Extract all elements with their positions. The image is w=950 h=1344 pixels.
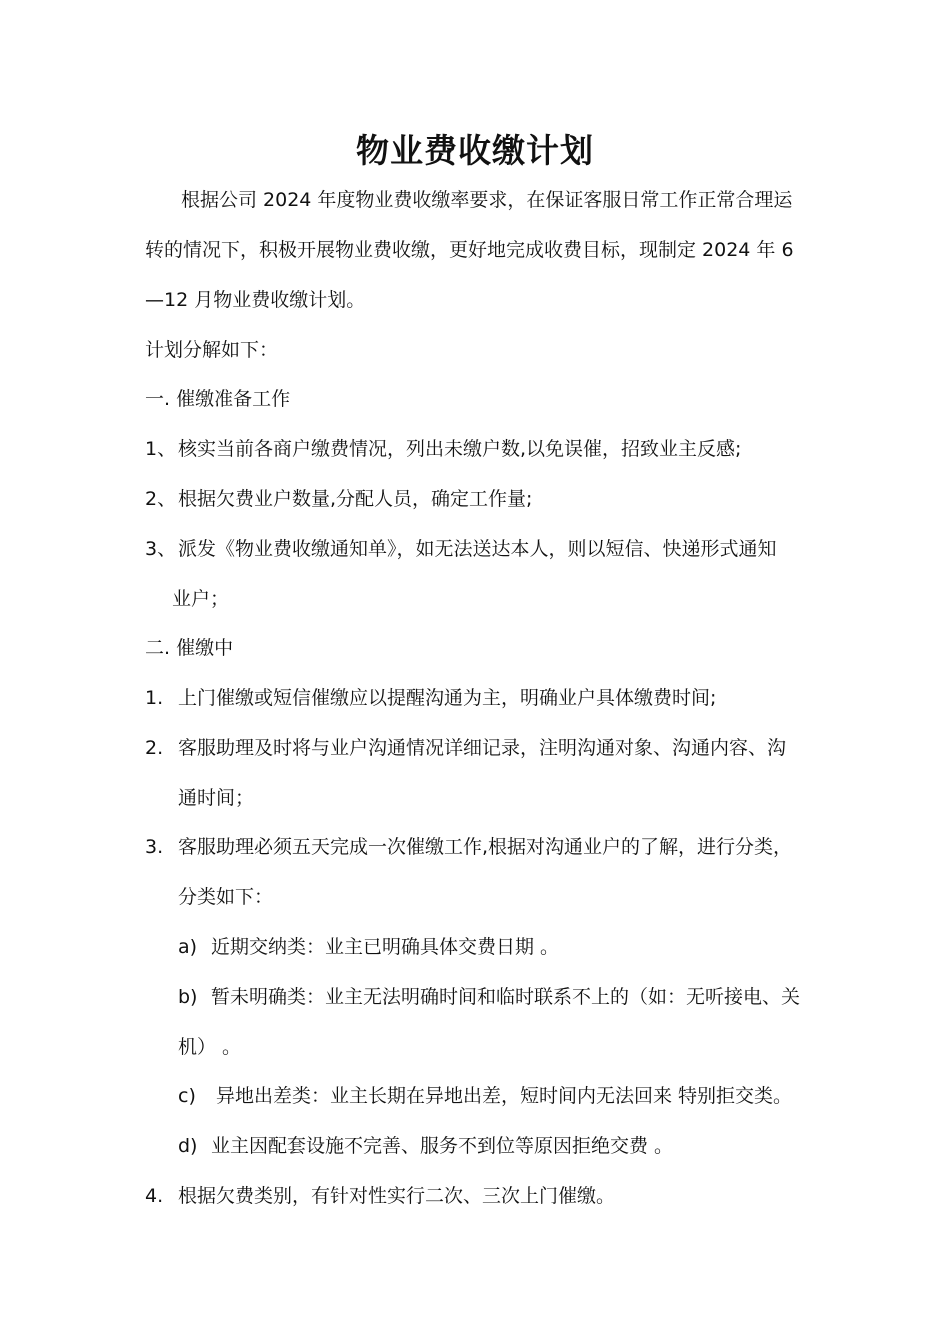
list-item-text: 派发《物业费收缴通知单》，如无法送达本人，则以短信、快递形式通知 <box>178 538 777 560</box>
sub-item-label: b) <box>178 986 198 1008</box>
sub-item-label: d) <box>178 1135 198 1157</box>
list-item-number: 2. <box>145 737 164 759</box>
intro-line-2: 转的情况下，积极开展物业费收缴，更好地完成收费目标，现制定 2024 年 6 <box>145 239 794 261</box>
sub-item-label: c) <box>178 1085 196 1107</box>
sub-item-text: 异地出差类：业主长期在异地出差，短时间内无法回来 特别拒交类。 <box>216 1085 793 1107</box>
list-item-number: 3. <box>145 836 164 858</box>
list-item-text: 核实当前各商户缴费情况，列出未缴户数,以免误催，招致业主反感; <box>178 438 742 460</box>
list-item-text: 根据欠费业户数量,分配人员，确定工作量; <box>178 488 533 510</box>
list-item-number: 1、 <box>145 438 177 460</box>
list-item-text: 上门催缴或短信催缴应以提醒沟通为主，明确业户具体缴费时间; <box>178 687 717 709</box>
document-title: 物业费收缴计划 <box>356 131 594 170</box>
sub-item-text: 暂未明确类：业主无法明确时间和临时联系不上的（如：无听接电、关 <box>211 986 801 1008</box>
list-item-number: 2、 <box>145 488 177 510</box>
list-item-text: 客服助理必须五天完成一次催缴工作,根据对沟通业户的了解，进行分类， <box>178 836 793 858</box>
section-2-heading: 二. 催缴中 <box>145 637 234 659</box>
list-item-continuation: 通时间； <box>178 787 255 809</box>
list-item-continuation: 业户； <box>172 588 230 610</box>
section-1-heading: 一. 催缴准备工作 <box>145 388 291 410</box>
sub-item-text: 近期交纳类：业主已明确具体交费日期 。 <box>211 936 560 958</box>
list-item-number: 1. <box>145 687 164 709</box>
sub-item-text: 业主因配套设施不完善、服务不到位等原因拒绝交费 。 <box>211 1135 674 1157</box>
list-item-continuation: 分类如下： <box>178 886 274 908</box>
sub-item-continuation: 机） 。 <box>178 1036 242 1058</box>
list-item-number: 4. <box>145 1185 164 1207</box>
list-item-text: 客服助理及时将与业户沟通情况详细记录，注明沟通对象、沟通内容、沟 <box>178 737 787 759</box>
intro-line-3: —12 月物业费收缴计划。 <box>145 289 366 311</box>
intro-line-1: 根据公司 2024 年度物业费收缴率要求，在保证客服日常工作正常合理运 <box>181 189 793 211</box>
list-item-number: 3、 <box>145 538 177 560</box>
list-item-text: 根据欠费类别，有针对性实行二次、三次上门催缴。 <box>178 1185 616 1207</box>
sub-item-label: a) <box>178 936 198 958</box>
plan-label: 计划分解如下： <box>145 339 279 361</box>
